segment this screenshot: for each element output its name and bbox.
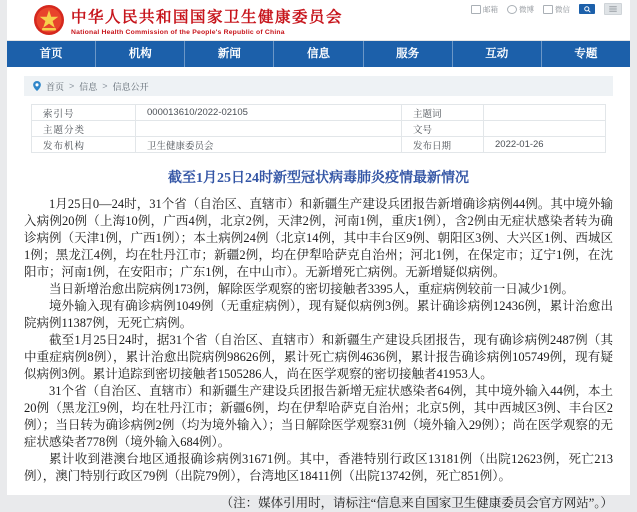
nav-item-special[interactable]: 专题: [541, 41, 630, 67]
meta-label-category: 主题分类: [32, 121, 136, 137]
page-frame: [7, 0, 630, 510]
utility-label: 微信: [555, 4, 570, 14]
utility-link-wechat[interactable]: [543, 4, 570, 15]
meta-label-keywords: 主题词: [402, 105, 484, 121]
main-nav: [7, 41, 630, 67]
site-titles: [71, 5, 343, 36]
meta-value-pubdate: 2022-01-26: [484, 137, 606, 153]
meta-row: [32, 105, 606, 121]
site-title-cn: 中华人民共和国国家卫生健康委员会: [71, 9, 344, 26]
breadcrumb-separator: >: [69, 81, 75, 91]
breadcrumb: [24, 76, 613, 96]
meta-value-index: 000013610/2022-02105: [136, 105, 402, 121]
article-citation-note: （注：媒体引用时，请标注“信息来自国家卫生健康委员会官方网站”。）: [220, 496, 613, 510]
nav-item-interact[interactable]: 互动: [452, 41, 541, 67]
article-body: [24, 196, 613, 512]
breadcrumb-separator: >: [102, 81, 108, 91]
meta-value-docnumber: [484, 121, 606, 137]
meta-label-index: 索引号: [32, 105, 136, 121]
menu-button[interactable]: [604, 3, 622, 15]
meta-label-pubdate: 发布日期: [402, 137, 484, 153]
search-button[interactable]: [579, 4, 595, 14]
article-paragraph: 累计收到港澳台地区通报确诊病例31671例。其中，香港特别行政区13181例（出院12623例，死亡213例），澳门特别行政区79例（出院79例），台湾地区18411例（出院13742例，死亡851例）。: [24, 452, 613, 483]
meta-value-publisher: 卫生健康委员会: [136, 137, 402, 153]
utility-label: 微博: [519, 4, 534, 14]
utility-label: 邮箱: [483, 4, 498, 14]
breadcrumb-home[interactable]: 首页: [46, 81, 65, 92]
nav-item-info[interactable]: 信息: [273, 41, 362, 67]
meta-value-category: [136, 121, 402, 137]
article-title: 截至1月25日24时新型冠状病毒肺炎疫情最新情况: [168, 171, 469, 186]
menu-icon: [609, 6, 617, 12]
weibo-icon: [507, 5, 517, 14]
site-title-en: National Health Commission of the People's Republic of China: [71, 29, 285, 36]
breadcrumb-info[interactable]: 信息: [79, 81, 98, 92]
meta-label-docnumber: 文号: [402, 121, 484, 137]
utility-bar: [471, 3, 622, 15]
nav-item-org[interactable]: 机构: [95, 41, 184, 67]
meta-label-publisher: 发布机构: [32, 137, 136, 153]
utility-link-mail[interactable]: [471, 4, 498, 15]
national-emblem-logo: [33, 4, 65, 36]
content-area: [7, 76, 630, 512]
nav-item-service[interactable]: 服务: [363, 41, 452, 67]
meta-value-keywords: [484, 105, 606, 121]
search-icon: [584, 6, 591, 13]
article-paragraph: 境外输入现有确诊病例1049例（无重症病例），现有疑似病例3例。累计确诊病例12436例，累计治愈出院病例11387例，无死亡病例。: [24, 299, 613, 330]
utility-link-weibo[interactable]: [507, 4, 534, 15]
nav-item-news[interactable]: 新闻: [184, 41, 273, 67]
mail-icon: [471, 5, 481, 14]
article-paragraph: 当日新增治愈出院病例173例，解除医学观察的密切接触者3395人，重症病例较前一日减少1例。: [49, 282, 575, 296]
document-meta-table: [31, 104, 606, 153]
site-header: [7, 0, 630, 41]
article-paragraph: 截至1月25日24时，据31个省（自治区、直辖市）和新疆生产建设兵团报告，现有确诊病例2487例（其中重症病例8例），累计治愈出院病例98626例，累计死亡病例4636例，累计报告确诊病例105749例，现有疑似病例3例。累计追踪到密切接触者1505286人，尚在医学观察的密切接触者41953人。: [24, 333, 613, 381]
article-paragraph: 31个省（自治区、直辖市）和新疆生产建设兵团报告新增无症状感染者64例，其中境外输入44例，本土20例（黑龙江9例，均在牡丹江市；新疆6例，均在伊犁哈萨克自治州；北京5例，其中西城区3例、丰台区2例）；当日转为确诊病例2例（均为境外输入）；当日解除医学观察31例（境外输入29例）；尚在医学观察的无症状感染者778例（境外输入684例）。: [24, 384, 613, 449]
meta-row: [32, 137, 606, 153]
nav-item-home[interactable]: 首页: [39, 48, 63, 60]
article-paragraph: 1月25日0—24时，31个省（自治区、直辖市）和新疆生产建设兵团报告新增确诊病例44例。其中境外输入病例20例（上海10例，广西4例，北京2例，天津2例，河南1例，重庆1例），含2例由无症状感染者转为确诊病例（天津1例，广西1例）；本土病例24例（北京14例，其中丰台区9例、朝阳区3例、大兴区1例、西城区1例；黑龙江4例，均在牡丹江市；新疆2例，均在伊犁哈萨克自治州；河北1例，在保定市；辽宁1例，在沈阳市；河南1例，在安阳市；广东1例，在中山市）。无新增死亡病例。无新增疑似病例。: [24, 197, 613, 279]
wechat-icon: [543, 5, 553, 14]
breadcrumb-info-open[interactable]: 信息公开: [112, 81, 149, 92]
meta-row: [32, 121, 606, 137]
location-pin-icon: [33, 81, 41, 91]
